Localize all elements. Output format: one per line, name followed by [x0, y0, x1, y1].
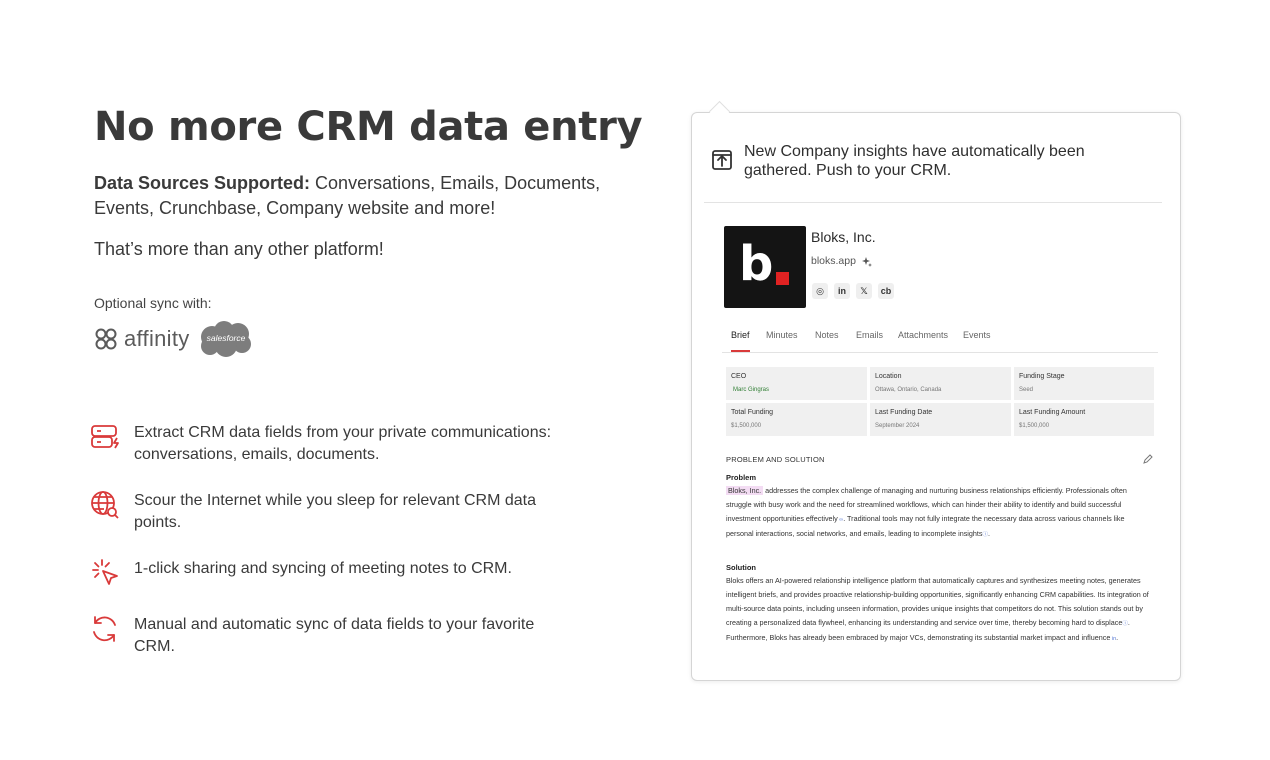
solution-heading: Solution: [726, 563, 756, 572]
feature-text: Extract CRM data fields from your private communications: conversations, emails, documents.: [134, 424, 552, 463]
feature-item: [90, 422, 560, 466]
citation-icon[interactable]: in: [1110, 636, 1117, 642]
feature-item: [90, 490, 560, 534]
push-upload-icon[interactable]: [711, 149, 733, 171]
affinity-mark-icon: [94, 327, 118, 351]
server-bolt-icon: [90, 422, 120, 452]
divider: [704, 202, 1162, 203]
globe-icon[interactable]: ◎: [812, 283, 828, 299]
problem-text: Bloks, Inc. addresses the complex challenge of managing and nurturing business relationships efficiently. Professionals often struggle with busy work and the need for streamlined workflows, which can hinder their ability to identify and build successful investment opportunities effectively ∞. Traditional tools may not fully integrate the necessary data across various channels like personal interactions, social networks, and emails, leading to incomplete insightsⓘ.: [726, 486, 1127, 538]
company-tabs: [722, 330, 1158, 353]
citation-icon[interactable]: ∞: [837, 517, 844, 523]
feature-text: Manual and automatic sync of data fields to your favorite CRM.: [134, 616, 535, 655]
edit-pencil-icon[interactable]: [1143, 454, 1153, 464]
linkedin-icon[interactable]: in: [834, 283, 850, 299]
salesforce-wordmark: salesforce: [206, 333, 246, 343]
affinity-wordmark: affinity: [124, 326, 190, 351]
field-funding-stage: Funding Stage Seed: [1014, 367, 1154, 400]
social-links: [812, 283, 894, 299]
company-domain[interactable]: bloks.app: [811, 255, 856, 267]
section-title: PROBLEM AND SOLUTION: [726, 455, 825, 464]
feature-item: [90, 614, 560, 658]
problem-heading: Problem: [726, 473, 757, 482]
affinity-logo: [94, 326, 190, 352]
tab-attachments[interactable]: Attachments: [898, 330, 949, 340]
data-sources-list: Conversations, Emails, Documents, Events, Crunchbase, Company website and more!: [94, 173, 601, 218]
feature-item: [90, 558, 560, 588]
feature-text: Scour the Internet while you sleep for relevant CRM data points.: [134, 492, 536, 531]
x-icon[interactable]: 𝕏: [856, 283, 872, 299]
platform-claim: That’s more than any other platform!: [94, 239, 384, 259]
solution-text: Bloks offers an AI-powered relationship intelligence platform that automatically captures and synthesizes meeting notes, generates intelligent briefs, and provides proactive relationship-building opportunities, significantly enhancing CRM capabilities. Its integration of multi-source data points, including unseen information, provides unique insights that competitors do not. This solution stands out by creating a personalized data flywheel, enhancing its understanding and service over time, thereby becoming hard to displaceⓘ. Furthermore, Bloks has already been embraced by major VCs, demonstrating its substantial market impact and influence in.: [726, 576, 1149, 642]
company-name: Bloks, Inc.: [811, 229, 876, 245]
tab-brief[interactable]: Brief: [731, 330, 750, 352]
company-mention[interactable]: Bloks, Inc.: [728, 486, 762, 495]
notification-text: New Company insights have automatically been gathered. Push to your CRM.: [744, 143, 1085, 179]
globe-search-icon: [90, 490, 120, 520]
tab-minutes[interactable]: Minutes: [766, 330, 798, 340]
sparkle-icon: [861, 256, 873, 268]
sync-label: Optional sync with:: [94, 295, 212, 311]
ceo-link[interactable]: Marc Gingras: [733, 387, 770, 393]
field-last-funding-date: Last Funding Date September 2024: [870, 403, 1011, 436]
field-location: Location Ottawa, Ontario, Canada: [870, 367, 1011, 400]
data-sources-text: [94, 171, 634, 221]
data-sources-label: Data Sources Supported:: [94, 173, 311, 193]
company-fields: [726, 367, 1152, 436]
feature-text: 1-click sharing and syncing of meeting notes to CRM.: [134, 560, 512, 577]
crunchbase-icon[interactable]: cb: [878, 283, 894, 299]
citation-icon[interactable]: ⓘ: [982, 532, 989, 538]
field-ceo: CEO Marc Gingras: [726, 367, 867, 400]
citation-icon[interactable]: ⓘ: [1122, 621, 1128, 627]
click-pointer-icon: [90, 558, 120, 588]
refresh-icon: [90, 614, 120, 644]
tab-emails[interactable]: Emails: [856, 330, 884, 340]
tab-notes[interactable]: Notes: [815, 330, 839, 340]
field-last-funding-amount: Last Funding Amount $1,500,000: [1014, 403, 1154, 436]
page-title: No more CRM data entry: [94, 104, 643, 150]
tab-events[interactable]: Events: [963, 330, 991, 340]
company-logo: b: [724, 226, 806, 308]
field-total-funding: Total Funding $1,500,000: [726, 403, 867, 436]
